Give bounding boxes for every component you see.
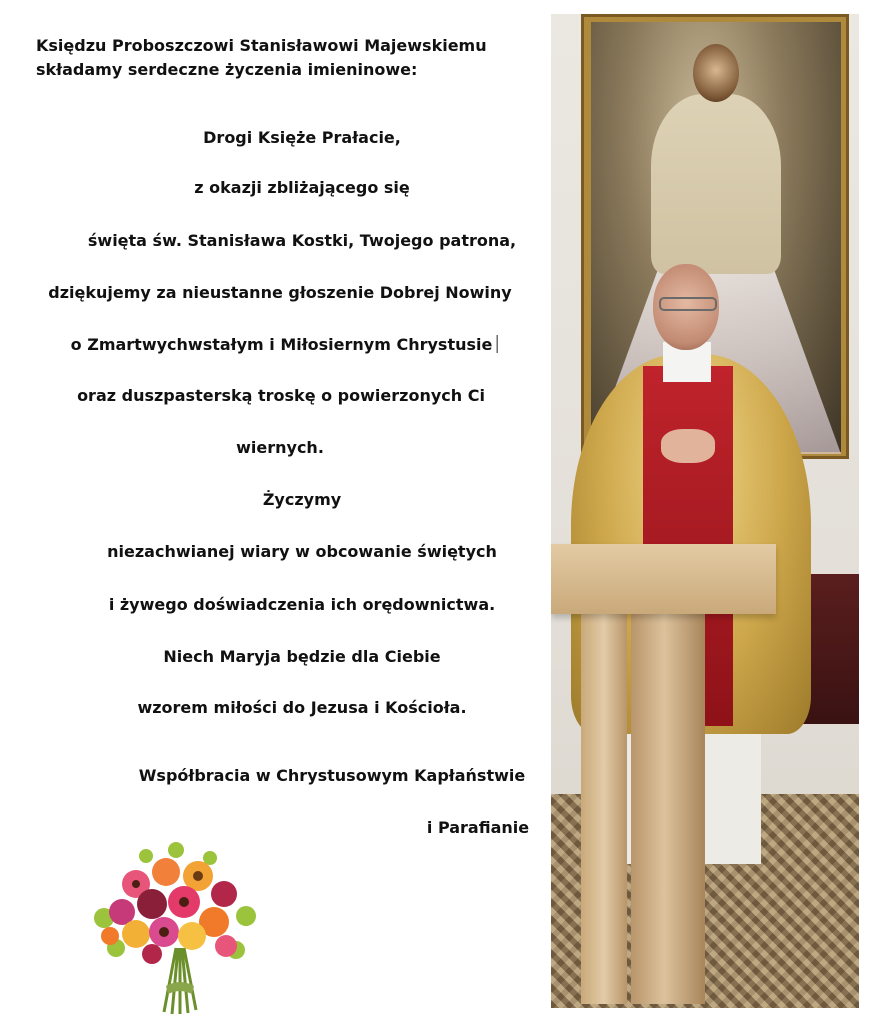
body-line: Drogi Księże Prałacie, <box>203 128 401 147</box>
greeting-header <box>36 34 487 82</box>
body-line: święta św. Stanisława Kostki, Twojego patrona, <box>87 231 517 250</box>
body-line: oraz duszpasterską troskę o powierzonych Ci <box>77 386 485 405</box>
header-line-2: składamy serdeczne życzenia imieninowe: <box>36 60 418 79</box>
bouquet-stems <box>164 948 196 1014</box>
glasses <box>659 297 717 311</box>
body-line-text: o Zmartwychwstałym i Miłosiernym Chrystusie <box>70 335 493 354</box>
signature-line-2: i Parafianie <box>426 818 530 837</box>
text-cursor <box>496 335 497 353</box>
ambo-post-left <box>581 614 627 1004</box>
flower-bouquet-image <box>86 836 266 1018</box>
body-line: niezachwianej wiary w obcowanie świętych <box>107 542 497 561</box>
body-line: wzorem miłości do Jezusa i Kościoła. <box>137 698 467 717</box>
folded-hands <box>661 429 715 463</box>
painting-figure-robe <box>651 94 781 274</box>
body-line: i żywego doświadczenia ich orędownictwa. <box>108 595 496 614</box>
painting-figure-head <box>693 44 739 102</box>
body-line-with-cursor <box>71 335 498 354</box>
priest-photo <box>551 14 859 1008</box>
signature-line-1: Współbracia w Chrystusowym Kapłaństwie <box>138 766 526 785</box>
header-line-1: Księdzu Proboszczowi Stanisławowi Majewskiemu <box>36 36 487 55</box>
body-line: z okazji zbliżającego się <box>194 178 410 197</box>
ambo-top <box>551 544 776 614</box>
body-line: Życzymy <box>262 490 342 509</box>
body-line: wiernych. <box>236 438 324 457</box>
ambo-post <box>631 614 705 1004</box>
body-line: dziękujemy za nieustanne głoszenie Dobrej Nowiny <box>48 283 512 302</box>
body-line: Niech Maryja będzie dla Ciebie <box>163 647 441 666</box>
